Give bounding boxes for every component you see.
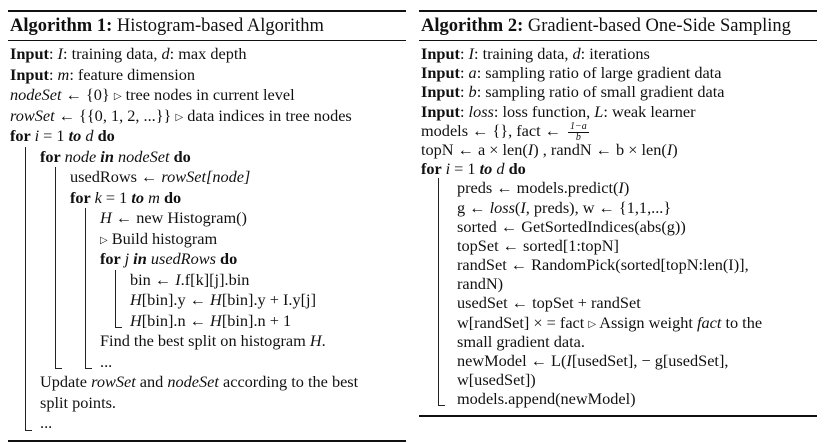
code-text: : feature dimension bbox=[69, 64, 195, 84]
keyword: to bbox=[131, 187, 149, 207]
math-symbol: loss bbox=[489, 197, 515, 217]
algorithm-body bbox=[419, 41, 817, 409]
algorithm-line bbox=[419, 120, 817, 143]
keyword: to bbox=[68, 126, 86, 145]
code-text: : bbox=[459, 82, 469, 102]
code-text: : sampling ratio of small gradient data bbox=[476, 82, 725, 102]
code-text: sorted ← GetSortedIndices(abs(g)) bbox=[457, 216, 686, 236]
keyword: do bbox=[93, 126, 115, 145]
code-text: : training data, bbox=[62, 44, 162, 63]
algorithm-line bbox=[419, 236, 817, 255]
block-bar bbox=[85, 311, 86, 332]
math-symbol: a bbox=[468, 63, 477, 83]
math-symbol: I bbox=[666, 139, 673, 159]
keyword: do bbox=[169, 146, 191, 166]
math-symbol: H bbox=[130, 310, 142, 330]
algorithm-title bbox=[8, 12, 406, 40]
algorithm-line bbox=[8, 393, 406, 414]
code-text: ← new Histogram() bbox=[111, 208, 247, 227]
code-text: g ← bbox=[457, 197, 490, 217]
code-text: [bin].y + I.y[j] bbox=[221, 290, 316, 309]
comment-triangle-icon: ▷ bbox=[113, 91, 122, 102]
code-text: small gradient data. bbox=[457, 331, 585, 351]
code-text: usedRows bbox=[150, 249, 216, 268]
block-bar bbox=[25, 270, 26, 291]
block-bar bbox=[438, 236, 439, 255]
code-text: data indices in tree nodes bbox=[183, 105, 352, 125]
math-symbol: d bbox=[572, 44, 581, 63]
algorithm-line bbox=[8, 44, 406, 65]
algorithm-line bbox=[419, 44, 817, 63]
math-symbol: m bbox=[57, 64, 70, 84]
keyword: in bbox=[96, 146, 118, 166]
block-bar bbox=[438, 255, 439, 274]
code-text: topN ← a × len( bbox=[421, 139, 528, 159]
code-text: : sampling ratio of large gradient data bbox=[476, 63, 722, 83]
block-bar bbox=[25, 147, 26, 168]
math-symbol: node bbox=[64, 146, 97, 166]
algorithm-line bbox=[419, 217, 817, 236]
code-text: ... bbox=[40, 413, 53, 432]
math-symbol: m bbox=[148, 187, 160, 207]
block-end-hook bbox=[115, 327, 122, 328]
comment-triangle-icon: ▷ bbox=[175, 111, 184, 123]
code-text: Update bbox=[40, 372, 92, 391]
block-bar bbox=[25, 208, 26, 229]
math-symbol: L bbox=[594, 101, 604, 121]
block-bar bbox=[85, 249, 86, 270]
code-text: [bin].n ← bbox=[141, 310, 211, 330]
block-bar bbox=[55, 311, 56, 332]
block-bar bbox=[55, 352, 56, 370]
keyword: Input bbox=[10, 64, 49, 84]
block-bar bbox=[55, 188, 56, 209]
code-text: [bin].n + 1 bbox=[221, 310, 292, 330]
code-text: ← {0} bbox=[61, 85, 114, 104]
math-symbol: rowSet bbox=[91, 372, 136, 391]
code-text: : training data, bbox=[473, 44, 573, 63]
algorithm-line bbox=[8, 372, 406, 393]
fraction-numerator: 1−a bbox=[570, 120, 587, 132]
math-symbol: i bbox=[34, 126, 40, 145]
algorithm-line bbox=[8, 331, 406, 352]
algorithm-line bbox=[8, 352, 406, 373]
algorithm-line bbox=[8, 126, 406, 147]
block-bar bbox=[438, 313, 439, 332]
code-text: : max depth bbox=[169, 44, 247, 63]
bottom-rule bbox=[419, 415, 817, 417]
code-text: , preds), w ← {1,1,...} bbox=[525, 197, 672, 217]
math-symbol: H bbox=[210, 290, 222, 309]
block-bar bbox=[25, 290, 26, 311]
block-bar bbox=[85, 229, 86, 250]
math-symbol: I bbox=[520, 197, 526, 217]
block-end-hook bbox=[85, 368, 92, 369]
block-bar bbox=[55, 290, 56, 311]
keyword: for bbox=[421, 159, 446, 179]
algorithm-line bbox=[419, 255, 817, 274]
math-symbol: H bbox=[130, 290, 142, 309]
algorithm-1-box bbox=[8, 10, 406, 442]
algorithm-line bbox=[419, 313, 817, 332]
keyword: for bbox=[40, 146, 65, 166]
code-text: preds ← models.predict( bbox=[457, 178, 619, 198]
math-symbol: rowSet bbox=[10, 105, 55, 125]
algorithm-line bbox=[419, 178, 817, 197]
bottom-rule bbox=[8, 440, 406, 442]
algorithm-body bbox=[8, 41, 406, 434]
algorithm-line bbox=[8, 85, 406, 106]
code-text: [usedSet], − g[usedSet], bbox=[571, 351, 729, 370]
code-text: topSet ← sorted[1:topN] bbox=[457, 235, 619, 255]
math-symbol: I bbox=[468, 44, 474, 63]
algorithm-line bbox=[8, 249, 406, 270]
block-bar bbox=[438, 370, 439, 389]
math-symbol: d bbox=[496, 159, 505, 179]
code-text: : iterations bbox=[580, 44, 650, 63]
code-text: models.append(newModel) bbox=[457, 389, 636, 409]
block-bar bbox=[25, 352, 26, 373]
code-text: : bbox=[459, 101, 469, 121]
code-text: split points. bbox=[40, 392, 116, 412]
algorithm-line bbox=[8, 147, 406, 168]
math-symbol: d bbox=[85, 126, 94, 145]
algorithm-line bbox=[419, 102, 817, 121]
block-bar bbox=[25, 249, 26, 270]
algorithm-line bbox=[8, 311, 406, 332]
block-bar bbox=[438, 198, 439, 217]
algorithm-line bbox=[419, 389, 817, 408]
comment-triangle-icon: ▷ bbox=[588, 318, 597, 330]
math-symbol: k bbox=[94, 187, 102, 207]
code-text: = 1 bbox=[39, 126, 69, 145]
keyword: Input bbox=[421, 63, 460, 83]
code-text: usedRows ← bbox=[70, 167, 162, 186]
math-symbol: i bbox=[445, 159, 451, 179]
block-bar bbox=[55, 167, 56, 188]
algorithm-line bbox=[419, 63, 817, 82]
block-bar bbox=[25, 331, 26, 352]
block-bar bbox=[55, 208, 56, 229]
math-symbol: j bbox=[124, 249, 130, 268]
algorithm-line bbox=[419, 293, 817, 312]
block-end-hook bbox=[438, 405, 445, 406]
math-symbol: H bbox=[100, 208, 112, 227]
math-symbol: rowSet[node] bbox=[161, 167, 251, 186]
block-end-hook bbox=[25, 430, 32, 431]
code-text: ) bbox=[623, 178, 630, 198]
code-text: ) , randN ← b × len( bbox=[533, 139, 667, 159]
math-symbol: d bbox=[161, 44, 170, 63]
algorithm-label: Algorithm 2: bbox=[421, 16, 524, 36]
block-bar bbox=[55, 249, 56, 270]
code-text: w[randSet] × = fact bbox=[457, 312, 589, 332]
block-bar bbox=[438, 274, 439, 293]
keyword: do bbox=[504, 159, 526, 179]
algorithm-line bbox=[8, 270, 406, 291]
block-bar bbox=[115, 311, 116, 329]
code-text: randSet ← RandomPick(sorted[topN:len(I)], bbox=[457, 255, 749, 275]
math-symbol: I bbox=[57, 44, 63, 63]
math-symbol: fact bbox=[696, 312, 722, 332]
code-text: Build histogram bbox=[107, 228, 218, 248]
algorithm-line bbox=[8, 65, 406, 86]
code-text: : weak learner bbox=[603, 101, 696, 121]
math-symbol: I bbox=[618, 178, 624, 198]
math-symbol: nodeSet bbox=[117, 146, 170, 166]
block-bar bbox=[85, 331, 86, 352]
keyword: Input bbox=[421, 82, 460, 102]
code-text: bin ← bbox=[130, 269, 176, 289]
algorithm-label: Algorithm 1: bbox=[10, 16, 113, 36]
block-bar bbox=[25, 311, 26, 332]
keyword: to bbox=[479, 159, 497, 179]
code-text: and bbox=[135, 372, 168, 391]
code-text: newModel ← L( bbox=[457, 351, 567, 370]
code-text: tree nodes in current level bbox=[121, 85, 295, 104]
algorithm-name: Gradient-based One-Side Sampling bbox=[527, 16, 791, 36]
block-bar bbox=[85, 352, 86, 370]
algorithm-line bbox=[8, 229, 406, 250]
code-text: .f[k][j].bin bbox=[180, 269, 250, 289]
code-text: . bbox=[321, 331, 326, 350]
keyword: for bbox=[70, 187, 95, 207]
algorithm-line bbox=[419, 351, 817, 370]
math-symbol: I bbox=[527, 139, 534, 159]
code-text: randN) bbox=[457, 274, 504, 294]
block-bar bbox=[85, 270, 86, 291]
comment-triangle-icon: ▷ bbox=[100, 234, 108, 246]
keyword: in bbox=[129, 249, 151, 268]
block-bar bbox=[438, 332, 439, 351]
math-symbol: b bbox=[468, 82, 477, 102]
code-text: : bbox=[48, 44, 58, 63]
block-bar bbox=[25, 229, 26, 250]
code-text: : bbox=[459, 44, 469, 63]
math-symbol: I bbox=[175, 269, 181, 289]
algorithm-line bbox=[419, 159, 817, 178]
block-bar bbox=[438, 217, 439, 236]
code-text: w[usedSet]) bbox=[457, 370, 536, 390]
algorithm-line bbox=[8, 188, 406, 209]
code-text: models ← {}, fact ← bbox=[421, 120, 566, 140]
block-bar bbox=[438, 389, 439, 405]
block-bar bbox=[115, 270, 116, 291]
block-bar bbox=[85, 208, 86, 229]
code-text: ) bbox=[672, 139, 678, 159]
code-text: = 1 bbox=[101, 187, 132, 207]
block-bar bbox=[25, 188, 26, 209]
math-symbol: nodeSet bbox=[167, 372, 219, 391]
algorithm-line bbox=[419, 198, 817, 217]
algorithm-line bbox=[419, 332, 817, 351]
code-text: according to the best bbox=[218, 372, 359, 391]
block-bar bbox=[438, 293, 439, 312]
code-text: Assign weight bbox=[596, 312, 697, 332]
code-text: [bin].y ← bbox=[141, 290, 211, 309]
algorithm-line bbox=[8, 208, 406, 229]
code-text: ( bbox=[514, 197, 521, 217]
keyword: Input bbox=[10, 44, 49, 63]
code-text: = 1 bbox=[450, 159, 480, 179]
fraction-denominator: b bbox=[575, 131, 581, 143]
math-symbol: H bbox=[210, 310, 222, 330]
algorithm-line bbox=[8, 413, 406, 434]
keyword: Input bbox=[421, 44, 460, 63]
math-symbol: loss bbox=[468, 101, 494, 121]
block-end-hook bbox=[55, 368, 62, 369]
algorithm-line bbox=[8, 106, 406, 127]
keyword: for bbox=[10, 126, 35, 145]
keyword: do bbox=[215, 249, 238, 268]
code-text: ← {{0, 1, 2, ...}} bbox=[54, 105, 176, 125]
block-bar bbox=[25, 167, 26, 188]
block-bar bbox=[25, 393, 26, 414]
algorithm-line bbox=[8, 167, 406, 188]
block-bar bbox=[115, 290, 116, 311]
code-text: usedSet ← topSet + randSet bbox=[457, 293, 641, 313]
block-bar bbox=[25, 413, 26, 431]
block-bar bbox=[85, 290, 86, 311]
keyword: for bbox=[100, 249, 125, 268]
code-text: : bbox=[48, 64, 58, 84]
algorithm-line bbox=[419, 370, 817, 389]
block-bar bbox=[55, 270, 56, 291]
code-text: Find the best split on histogram bbox=[100, 331, 310, 350]
math-symbol: nodeSet bbox=[10, 85, 62, 104]
code-text: ... bbox=[100, 351, 113, 371]
keyword: do bbox=[159, 187, 182, 207]
algorithm-line bbox=[8, 290, 406, 311]
math-symbol: H bbox=[309, 331, 322, 350]
math-symbol: I bbox=[566, 351, 572, 370]
algorithm-line bbox=[419, 140, 817, 159]
code-text: : bbox=[459, 63, 469, 83]
algorithm-line bbox=[419, 274, 817, 293]
block-bar bbox=[55, 331, 56, 352]
block-bar bbox=[25, 372, 26, 393]
block-bar bbox=[438, 178, 439, 197]
algorithm-2-box bbox=[419, 10, 817, 417]
code-text: : loss function, bbox=[493, 101, 595, 121]
block-bar bbox=[55, 229, 56, 250]
algorithm-title bbox=[419, 12, 817, 40]
block-bar bbox=[438, 351, 439, 370]
code-text: to the bbox=[721, 312, 763, 332]
algorithm-name: Histogram-based Algorithm bbox=[116, 16, 324, 36]
keyword: Input bbox=[421, 101, 460, 121]
algorithm-line bbox=[419, 82, 817, 101]
